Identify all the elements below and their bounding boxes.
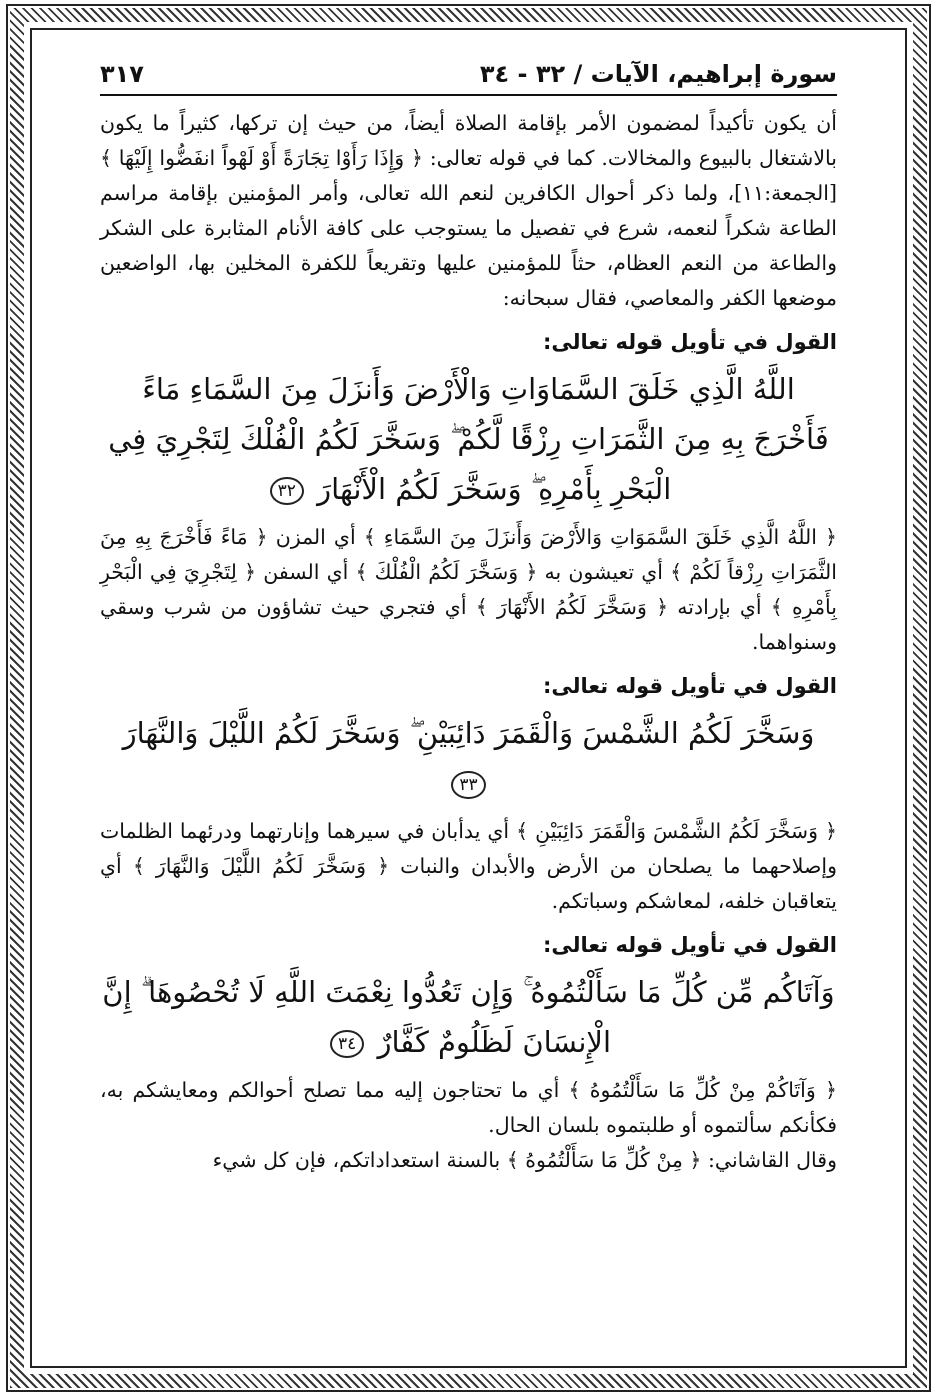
page-number: ٣١٧ [100, 60, 144, 88]
ayah-number-mark: ٣٣ [451, 771, 485, 799]
page-content [100, 60, 837, 1178]
commentary-paragraph-3: ﴿ وَآتَاكُمْ مِنْ كُلِّ مَا سَأَلْتُمُوهُ ﴾ أي ما تحتاجون إليه مما تصلح أحوالكم ومعايشكم به، فكأنكم سألتموه أو طلبتموه بلسان الحال. [100, 1078, 837, 1137]
quran-verse-34 [100, 967, 837, 1067]
quran-verse-33 [100, 708, 837, 808]
ayah-number-mark: ٣٢ [270, 477, 304, 505]
intro-paragraph: أن يكون تأكيداً لمضمون الأمر بإقامة الصلاة أيضاً، من حيث إن تركها، كثيراً ما يكون بالاشتغال بالبيوع والمخالات. كما في قوله تعالى: ﴿ وَإِذَا رَأَوْا تِجَارَةً أَوْ لَهْواً انفَضُّوا إِلَيْهَا ﴾ [الجمعة:١١]، ولما ذكر أحوال الكافرين لنعم الله تعالى، وأمر المؤمنين بإقامة مراسم الطاعة شكراً لنعمه، شرع في تفصيل ما يستوجب على كافة الأنام المثابرة على الشكر والطاعة من النعم العظام، حثاً للمؤمنين عليها وتقريعاً للكفرة المخلين بها، الواضعين موضعها الكفر والمعاصي، فقال سبحانه: [100, 111, 837, 310]
commentary-paragraph-2: ﴿ وَسَخَّرَ لَكُمُ الشَّمْسَ وَالْقَمَرَ دَائِبَيْنِ ﴾ أي يدأبان في سيرهما وإنارتهما ودرئهما الظلمات وإصلاحهما ما يصلحان من الأرض والأبدان والنبات ﴿ وَسَخَّرَ لَكُمُ اللَّيْلَ وَالنَّهَارَ ﴾ أي يتعاقبان خلفه، لمعاشكم وسباتكم. [100, 819, 837, 913]
verse-text: اللَّهُ الَّذِي خَلَقَ السَّمَاوَاتِ وَالْأَرْضَ وَأَنزَلَ مِنَ السَّمَاءِ مَاءً فَأَخْرَجَ بِهِ مِنَ الثَّمَرَاتِ رِزْقًا لَّكُمْ ۖ وَسَخَّرَ لَكُمُ الْفُلْكَ لِتَجْرِيَ فِي الْبَحْرِ بِأَمْرِهِ ۖ وَسَخَّرَ لَكُمُ الْأَنْهَارَ [108, 372, 829, 506]
verse-text: وَسَخَّرَ لَكُمُ الشَّمْسَ وَالْقَمَرَ دَائِبَيْنِ ۖ وَسَخَّرَ لَكُمُ اللَّيْلَ وَالنَّهَارَ [122, 716, 815, 750]
running-header [100, 60, 837, 96]
section-heading-3: القول في تأويل قوله تعالى: [543, 933, 837, 957]
ayah-number-mark: ٣٤ [330, 1030, 364, 1058]
commentary-paragraph-1: ﴿ اللَّهُ الَّذِي خَلَقَ السَّمَوَاتِ وَالأَرْضَ وَأَنزَلَ مِنَ السَّمَاءِ ﴾ أي المزن ﴿ مَاءً فَأَخْرَجَ بِهِ مِنَ الثَّمَرَاتِ رِزْقاً لَكُمْ ﴾ أي تعيشون به ﴿ وَسَخَّرَ لَكُمُ الْفُلْكَ ﴾ أي السفن ﴿ لِتَجْرِيَ فِي الْبَحْرِ بِأَمْرِهِ ﴾ أي بإرادته ﴿ وَسَخَّرَ لَكُمُ الأَنْهَارَ ﴾ أي فتجري حيث تشاؤون من شرب وسقي وسنواهما. [100, 525, 837, 654]
section-heading-1: القول في تأويل قوله تعالى: [543, 330, 837, 354]
running-title: سورة إبراهيم، الآيات / ٣٢ - ٣٤ [479, 60, 837, 88]
commentary-paragraph-4: وقال القاشاني: ﴿ مِنْ كُلِّ مَا سَأَلْتُمُوهُ ﴾ بالسنة استعداداتكم، فإن كل شيء [212, 1148, 837, 1172]
section-heading-2: القول في تأويل قوله تعالى: [543, 674, 837, 698]
verse-text: وَآتَاكُم مِّن كُلِّ مَا سَأَلْتُمُوهُ ۚ وَإِن تَعُدُّوا نِعْمَتَ اللَّهِ لَا تُحْصُوهَا ۗ إِنَّ الْإِنسَانَ لَظَلُومٌ كَفَّارٌ [102, 975, 835, 1059]
quran-verse-32 [100, 364, 837, 514]
